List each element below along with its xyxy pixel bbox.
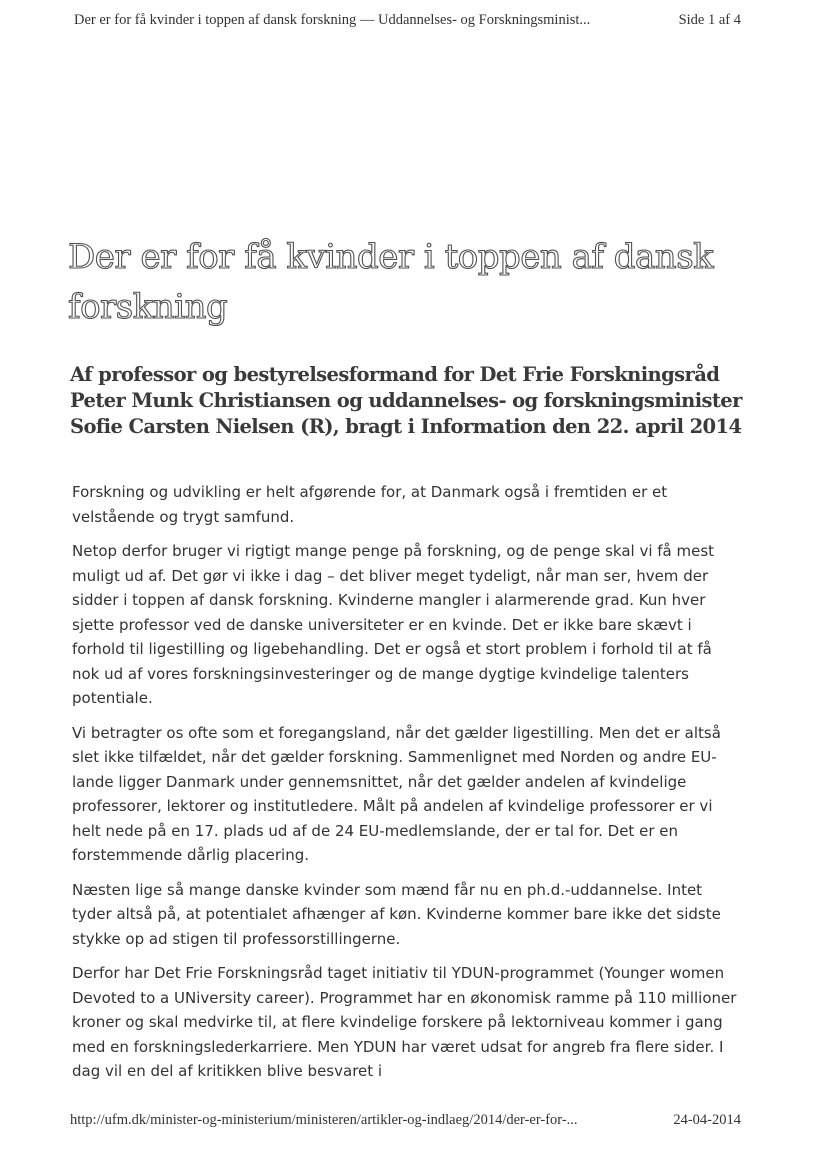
print-header — [74, 12, 741, 29]
article-subtitle: Af professor og bestyrelsesformand for Det Frie Forskningsråd Peter Munk Christiansen og uddannelses- og forskningsminister Sofie Carsten Nielsen (R), bragt i Information den 22. april 2014 — [70, 363, 742, 438]
print-header-page-number: Side 1 af 4 — [678, 12, 741, 28]
article-body — [72, 480, 742, 1094]
article-title: Der er for få kvinder i toppen af dansk forskning — [68, 237, 714, 327]
paragraph-3: Vi betragter os ofte som et foregangsland, når det gælder ligestilling. Men det er altså slet ikke tilfældet, når det gælder forskning. Sammenlignet med Norden og andre EU-lande ligger Danmark under gennemsnittet, når det gælder andelen af kvindelige professorer, lektorer og institutledere. Målt på andelen af kvindelige professorer er vi helt nede på en 17. plads ud af de 24 EU-medlemslande, der er tal for. Det er en forstemmende dårlig placering. — [72, 723, 721, 864]
paragraph-4: Næsten lige så mange danske kvinder som mænd får nu en ph.d.-uddannelse. Intet tyder altså på, at potentialet afhænger af køn. Kvinderne kommer bare ikke det sidste stykke op ad stigen til professorstillingerne. — [72, 880, 721, 948]
paragraph-1: Forskning og udvikling er helt afgørende for, at Danmark også i fremtiden er et velstående og trygt samfund. — [72, 483, 668, 526]
print-header-title: Der er for få kvinder i toppen af dansk forskning — Uddannelses- og Forskningsminist... — [74, 12, 591, 28]
print-footer-date: 24-04-2014 — [673, 1112, 741, 1128]
print-footer-url: http://ufm.dk/minister-og-ministerium/ministeren/artikler-og-indlaeg/2014/der-er-for-... — [70, 1112, 578, 1128]
paragraph-5: Derfor har Det Frie Forskningsråd taget initiativ til YDUN-programmet (Younger women Devoted to a UNiversity career). Programmet har en økonomisk ramme på 110 millioner kroner og skal medvirke til, at flere kvindelige forskere på lektorniveau kommer i gang med en forskningslederkarriere. Men YDUN har været udsat for angreb fra flere sider. I dag vil en del af kritikken blive besvaret i — [72, 964, 737, 1080]
print-footer — [70, 1112, 741, 1129]
paragraph-2: Netop derfor bruger vi rigtigt mange penge på forskning, og de penge skal vi få mest muligt ud af. Det gør vi ikke i dag – det bliver meget tydeligt, når man ser, hvem der sidder i toppen af dansk forskning. Kvinderne mangler i alarmerende grad. Kun hver sjette professor ved de danske universiteter er en kvinde. Det er ikke bare skævt i forhold til ligestilling og ligebehandling. Det er også et stort problem i forhold til at få nok ud af vores forskningsinvesteringer og de mange dygtige kvindelige talenters potentiale. — [72, 542, 715, 707]
